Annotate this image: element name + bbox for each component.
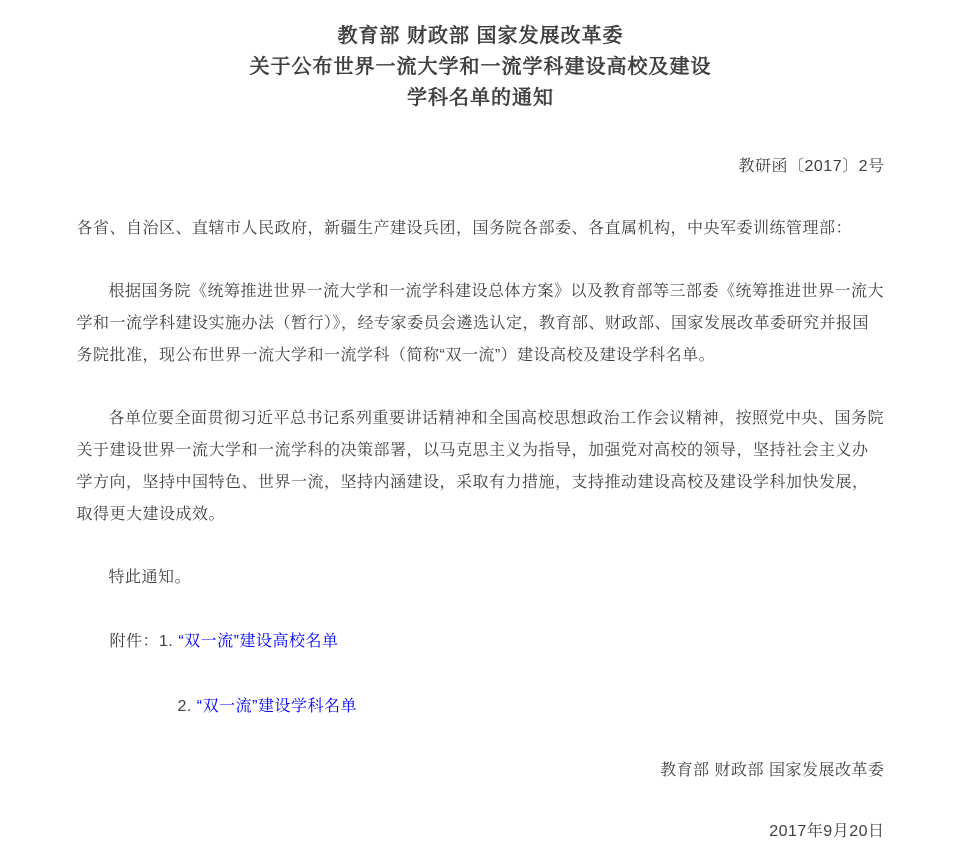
issuing-agencies: 教育部 财政部 国家发展改革委 (660, 762, 885, 779)
attachment-2-number: 2. (177, 698, 197, 715)
document-number: 教研函〔2017〕2号 (738, 158, 885, 175)
issue-date: 2017年9月20日 (769, 823, 885, 840)
attachment-row-1 (77, 626, 885, 658)
paragraph-requirements: 各单位要全面贯彻习近平总书记系列重要讲话精神和全国高校思想政治工作会议精神，按照党中央、国务院关于建设世界一流大学和一流学科的决策部署，以马克思主义为指导，加强党对高校的领导，坚持社会主义办学方向，坚持中国特色、世界一流，坚持内涵建设，采取有力措施，支持推动建设高校及建设学科加快发展，取得更大建设成效。 (76, 410, 885, 523)
attachment-row-2 (77, 691, 885, 723)
attachments-label: 附件： (109, 633, 160, 650)
salutation: 各省、自治区、直辖市人民政府，新疆生产建设兵团，国务院各部委、各直属机构，中央军委训练管理部： (76, 220, 853, 237)
attachment-2-link[interactable]: “双一流”建设学科名单 (196, 698, 357, 715)
title-line-subject-2: 学科名单的通知 (407, 87, 554, 109)
document-title (77, 21, 885, 114)
paragraph-basis: 根据国务院《统筹推进世界一流大学和一流学科建设总体方案》以及教育部等三部委《统筹推进世界一流大学和一流学科建设实施办法（暂行）》，经专家委员会遴选认定，教育部、财政部、国家发展改革委研究并报国务院批准，现公布世界一流大学和一流学科（简称“双一流”）建设高校及建设学科名单。 (76, 283, 885, 364)
closing-line: 特此通知。 (108, 569, 192, 586)
title-line-issuers: 教育部 财政部 国家发展改革委 (337, 25, 624, 47)
attachment-1-link[interactable]: “双一流”建设高校名单 (178, 633, 339, 650)
title-line-subject: 关于公布世界一流大学和一流学科建设高校及建设 (249, 56, 712, 78)
notice-document (77, 0, 885, 848)
attachment-1-number: 1. (159, 633, 179, 650)
